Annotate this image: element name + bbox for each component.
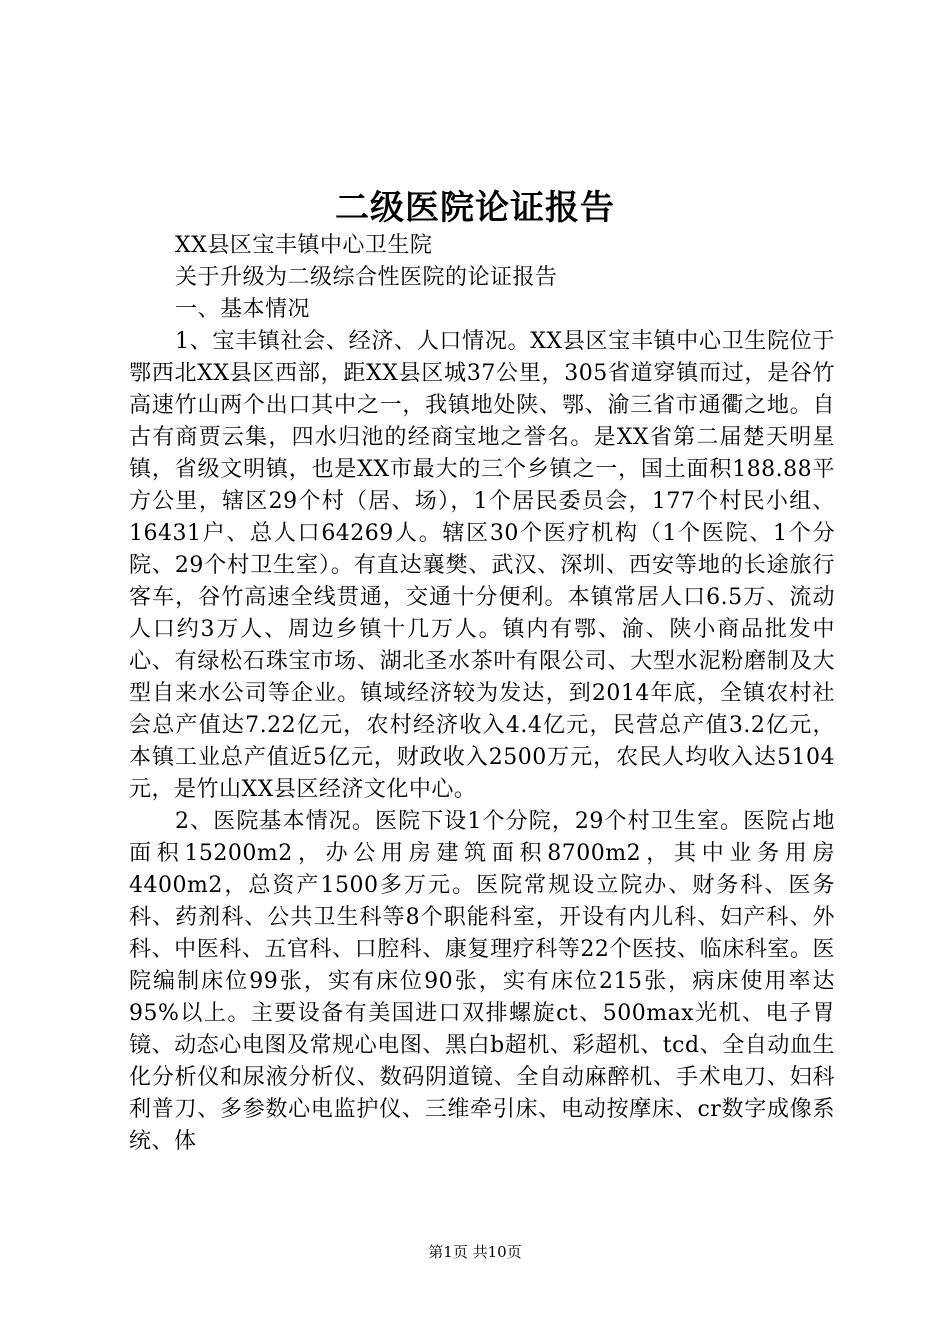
document-body <box>129 230 835 1158</box>
paragraph-hospital-overview: 2、医院基本情况。医院下设1个分院，29个村卫生室。医院占地面积15200m2，办公用房建筑面积8700m2，其中业务用房4400m2，总资产1500多万元。医院常规设立院办、财务科、医务科、药剂科、公共卫生科等8个职能科室，开设有内儿科、妇产科、外科、中医科、五官科、口腔科、康复理疗科等22个医技、临床科室。医院编制床位99张，实有床位90张，实有床位215张，病床使用率达95%以上。主要设备有美国进口双排螺旋ct、500max光机、电子胃镜、动态心电图及常规心电图、黑白b超机、彩超机、tcd、全自动血生化分析仪和尿液分析仪、数码阴道镜、全自动麻醉机、手术电刀、妇科利普刀、多参数心电监护仪、三维牵引床、电动按摩床、cr数字成像系统、体 <box>129 809 835 1154</box>
document-title: 二级医院论证报告 <box>335 188 615 228</box>
page-number-footer: 第1页 共10页 <box>428 1243 522 1261</box>
report-subtitle-line: 关于升级为二级综合性医院的论证报告 <box>175 265 558 290</box>
section-heading: 一、基本情况 <box>175 297 311 322</box>
paragraph-town-overview: 1、宝丰镇社会、经济、人口情况。XX县区宝丰镇中心卫生院位于鄂西北XX县区西部，距XX县区城37公里，305省道穿镇而过，是谷竹高速竹山两个出口其中之一，我镇地处陕、鄂、渝三省市通衢之地。自古有商贾云集，四水归池的经商宝地之誉名。是XX省第二届楚天明星镇，省级文明镇，也是XX市最大的三个乡镇之一，国土面积188.88平方公里，辖区29个村（居、场），1个居民委员会，177个村民小组、16431户、总人口64269人。辖区30个医疗机构（1个医院、1个分院、29个村卫生室）。有直达襄樊、武汉、深圳、西安等地的长途旅行客车，谷竹高速全线贯通，交通十分便利。本镇常居人口6.5万、流动人口约3万人、周边乡镇十几万人。镇内有鄂、渝、陕小商品批发中心、有绿松石珠宝市场、湖北圣水茶叶有限公司、大型水泥粉磨制及大型自来水公司等企业。镇域经济较为发达，到2014年底，全镇农村社会总产值达7.22亿元，农村经济收入4.4亿元，民营总产值3.2亿元，本镇工业总产值近5亿元，财政收入2500万元，农民人均收入达5104元，是竹山XX县区经济文化中心。 <box>129 329 835 802</box>
hospital-name-line: XX县区宝丰镇中心卫生院 <box>175 233 433 258</box>
